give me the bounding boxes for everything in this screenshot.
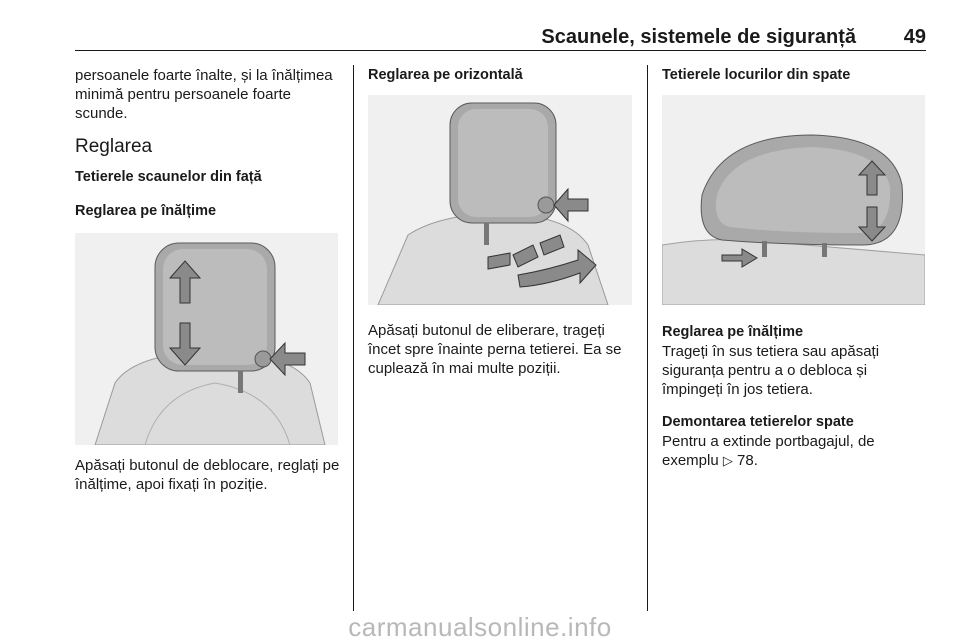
front-headrest-horizontal-figure	[368, 95, 632, 305]
section-text-prefix: Pentru a extinde portbagajul, de exemplu	[662, 433, 875, 469]
section-text	[662, 432, 930, 471]
figure-title: Reglarea pe orizontală	[368, 67, 523, 83]
column-divider-2	[647, 65, 648, 611]
column-divider-1	[353, 65, 354, 611]
section-title: Reglarea pe înălțime	[662, 324, 804, 340]
watermark: carmanualsonline.info	[348, 612, 612, 642]
section-title: Demontarea tetierelor spate	[662, 414, 854, 430]
intro-paragraph: persoanele foarte înalte, și la înălțimea minimă pentru persoanele foarte scunde.	[75, 67, 333, 122]
rear-headrest-figure	[662, 95, 925, 305]
subsection-heading: Tetierele scaunelor din față	[75, 169, 262, 185]
header-rule	[75, 50, 926, 51]
header-title: Scaunele, sistemele de siguranță	[541, 26, 856, 48]
column-2	[368, 66, 636, 378]
figure-caption: Apăsați butonul de eliberare, trageți încet spre înainte perna tetierei. Ea se cuplează în mai multe poziții.	[368, 322, 622, 377]
page-reference[interactable]: 78.	[737, 452, 758, 469]
column-1	[75, 66, 343, 494]
figure-title: Reglarea pe înălțime	[75, 203, 217, 219]
figure-caption: Apăsați butonul de deblocare, reglați pe înălțime, apoi fixați în poziție.	[75, 457, 340, 493]
triangle-right-icon: ▷	[722, 454, 733, 469]
figure-title: Tetierele locurilor din spate	[662, 67, 851, 83]
page-number: 49	[903, 26, 926, 48]
column-3	[662, 66, 930, 471]
front-headrest-height-figure	[75, 233, 338, 445]
section-text: Trageți în sus tetiera sau apăsați siguranța pentru a o debloca și împingeți în jos tetiera.	[662, 343, 880, 398]
section-heading: Reglarea	[75, 136, 153, 157]
